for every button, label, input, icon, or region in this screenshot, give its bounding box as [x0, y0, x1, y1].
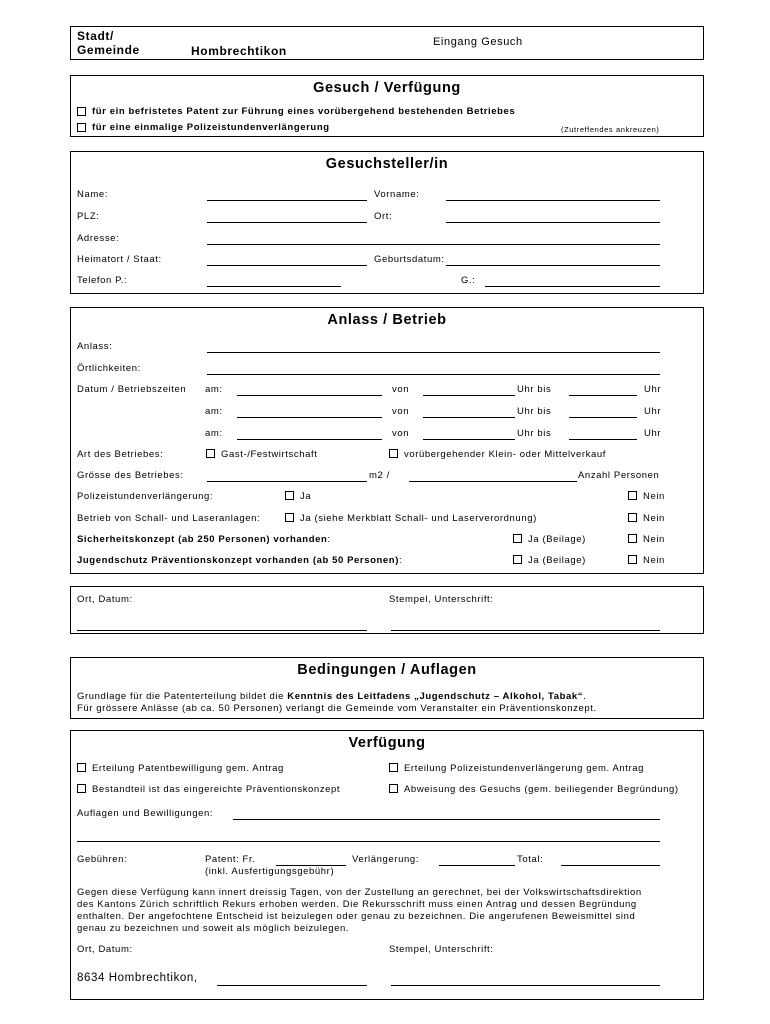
option-polizeistunde-label: für eine einmalige Polizeistundenverlängerung: [92, 122, 330, 133]
gemeinde-name: Hombrechtikon: [191, 44, 287, 58]
uhr-label-3: Uhr: [644, 428, 662, 439]
signature-box: [70, 586, 704, 634]
polizei-ja-checkbox[interactable]: [285, 491, 294, 500]
anlass-field[interactable]: [207, 352, 660, 353]
g-label: G.:: [461, 275, 476, 286]
name-field[interactable]: [207, 200, 367, 201]
ort-datum-label: Ort, Datum:: [77, 594, 133, 605]
gesuchsteller-box: [70, 151, 704, 294]
hint-text: (Zutreffendes ankreuzen): [561, 125, 660, 134]
groesse-label: Grösse des Betriebes:: [77, 470, 184, 481]
uhr-bis-label-3: Uhr bis: [517, 428, 552, 439]
verlaengerung-field[interactable]: [439, 865, 515, 866]
plz-label: PLZ:: [77, 211, 100, 222]
uhr-bis-label-2: Uhr bis: [517, 406, 552, 417]
jugendschutz-text: Jugendschutz Präventionskonzept vorhanden (ab 50 Personen): [77, 555, 399, 566]
uhr-label-2: Uhr: [644, 406, 662, 417]
bis-field-3[interactable]: [569, 439, 637, 440]
sicherheit-ja-checkbox[interactable]: [513, 534, 522, 543]
patent-label: Patent: Fr.: [205, 854, 256, 865]
g-field[interactable]: [485, 286, 660, 287]
name-label: Name:: [77, 189, 108, 200]
adresse-label: Adresse:: [77, 233, 120, 244]
verf-opt3-label: Bestandteil ist das eingereichte Präventionskonzept: [92, 784, 341, 795]
verf-ort-datum-label: Ort, Datum:: [77, 944, 133, 955]
sicherheit-ja-label: Ja (Beilage): [528, 534, 586, 545]
adresse-field[interactable]: [207, 244, 660, 245]
verf-opt1-checkbox[interactable]: [77, 763, 86, 772]
inkl-label: (inkl. Ausfertigungsgebühr): [205, 866, 335, 877]
jugendschutz-label: [77, 555, 402, 566]
verfuegung-title: Verfügung: [348, 735, 426, 751]
sicherheit-text: Sicherheitskonzept (ab 250 Personen) vorhanden: [77, 534, 328, 545]
bis-field-2[interactable]: [569, 417, 637, 418]
schall-ja-checkbox[interactable]: [285, 513, 294, 522]
verf-opt3-checkbox[interactable]: [77, 784, 86, 793]
klein-checkbox[interactable]: [389, 449, 398, 458]
jugendschutz-nein-checkbox[interactable]: [628, 555, 637, 564]
polizei-ja-label: Ja: [300, 491, 312, 502]
total-label: Total:: [517, 854, 544, 865]
rekurs-line-2: des Kantons Zürich schriftlich Rekurs erhoben werden. Die Rekursschrift muss einen Antrag und dessen Begründung: [77, 899, 637, 910]
schall-label: Betrieb von Schall- und Laseranlagen:: [77, 513, 261, 524]
m2-label: m2 /: [369, 470, 390, 481]
bis-field-1[interactable]: [569, 395, 637, 396]
jugendschutz-nein-label: Nein: [643, 555, 665, 566]
stempel-field[interactable]: [391, 630, 660, 631]
von-field-3[interactable]: [423, 439, 515, 440]
verf-opt4-label: Abweisung des Gesuchs (gem. beiliegender Begründung): [404, 784, 679, 795]
datum-field-1[interactable]: [237, 395, 382, 396]
anlass-title: Anlass / Betrieb: [327, 312, 447, 328]
sicherheit-nein-checkbox[interactable]: [628, 534, 637, 543]
datum-label: Datum / Betriebszeiten: [77, 384, 187, 395]
oertlichkeiten-label: Örtlichkeiten:: [77, 363, 141, 374]
sicherheit-colon: :: [327, 534, 331, 545]
uhr-bis-label-1: Uhr bis: [517, 384, 552, 395]
uhr-label-1: Uhr: [644, 384, 662, 395]
datum-field-3[interactable]: [237, 439, 382, 440]
telefon-field[interactable]: [207, 286, 341, 287]
gast-label: Gast-/Festwirtschaft: [221, 449, 318, 460]
option-patent-checkbox[interactable]: [77, 107, 86, 116]
am-label-2: am:: [205, 406, 223, 417]
gebuehren-label: Gebühren:: [77, 854, 128, 865]
von-label-3: von: [392, 428, 410, 439]
schall-nein-checkbox[interactable]: [628, 513, 637, 522]
header-box: [70, 26, 704, 60]
verf-stempel-field[interactable]: [391, 985, 660, 986]
von-label-1: von: [392, 384, 410, 395]
telefon-label: Telefon P.:: [77, 275, 128, 286]
datum-field-2[interactable]: [237, 417, 382, 418]
verf-opt2-checkbox[interactable]: [389, 763, 398, 772]
rekurs-line-3: enthalten. Der angefochtene Entscheid ist beizulegen oder genau zu bezeichnen. Die angerufenen Beweismittel sind: [77, 911, 636, 922]
vorname-field[interactable]: [446, 200, 660, 201]
geburtsdatum-label: Geburtsdatum:: [374, 254, 445, 265]
verf-opt1-label: Erteilung Patentbewilligung gem. Antrag: [92, 763, 284, 774]
verf-ort-datum-field[interactable]: [217, 985, 367, 986]
gesuchsteller-title: Gesuchsteller/in: [325, 156, 449, 172]
art-label: Art des Betriebes:: [77, 449, 164, 460]
bedingungen-text-1: [77, 691, 586, 702]
polizei-nein-checkbox[interactable]: [628, 491, 637, 500]
plz-field[interactable]: [207, 222, 367, 223]
total-field[interactable]: [561, 865, 660, 866]
stadt-label: Stadt/: [77, 29, 114, 43]
bedingungen-text-2: Für grössere Anlässe (ab ca. 50 Personen) verlangt die Gemeinde vom Veranstalter ein Präventionskonzept.: [77, 703, 597, 714]
bedingungen-box: [70, 657, 704, 719]
gesuch-title: Gesuch / Verfügung: [313, 80, 461, 96]
auflagen-field-1[interactable]: [233, 819, 660, 820]
verfuegung-box: [70, 730, 704, 1000]
verf-opt2-label: Erteilung Polizeistundenverlängerung gem. Antrag: [404, 763, 645, 774]
schall-nein-label: Nein: [643, 513, 665, 524]
gast-checkbox[interactable]: [206, 449, 215, 458]
bedingungen-text-1b: Kenntnis des Leitfadens „Jugendschutz – Alkohol, Tabak“: [287, 691, 584, 702]
polizei-nein-label: Nein: [643, 491, 665, 502]
sicherheit-label: [77, 534, 331, 545]
geburtsdatum-field[interactable]: [446, 265, 660, 266]
verf-opt4-checkbox[interactable]: [389, 784, 398, 793]
am-label-3: am:: [205, 428, 223, 439]
bedingungen-text-1c: .: [583, 691, 587, 702]
groesse-m2-field[interactable]: [207, 481, 367, 482]
jugendschutz-ja-label: Ja (Beilage): [528, 555, 586, 566]
oertlichkeiten-field[interactable]: [207, 374, 660, 375]
rekurs-line-4: genau zu bezeichnen und soweit als möglich beizulegen.: [77, 923, 350, 934]
gesuch-box: [70, 75, 704, 137]
bedingungen-title: Bedingungen / Auflagen: [297, 662, 477, 678]
eingang-gesuch: Eingang Gesuch: [433, 36, 523, 48]
von-label-2: von: [392, 406, 410, 417]
ort-datum-field[interactable]: [77, 630, 367, 631]
anzahl-label: Anzahl Personen: [578, 470, 660, 481]
jugendschutz-colon: :: [398, 555, 403, 566]
bedingungen-text-1a: Grundlage für die Patenterteilung bildet die: [77, 691, 288, 702]
stempel-label: Stempel, Unterschrift:: [389, 594, 494, 605]
anlass-box: [70, 307, 704, 574]
schall-ja-label: Ja (siehe Merkblatt Schall- und Laserverordnung): [300, 513, 537, 524]
personen-field[interactable]: [409, 481, 577, 482]
sicherheit-nein-label: Nein: [643, 534, 665, 545]
option-polizeistunde-checkbox[interactable]: [77, 123, 86, 132]
von-field-1[interactable]: [423, 395, 515, 396]
verf-ort: 8634 Hombrechtikon,: [77, 972, 198, 984]
heimatort-label: Heimatort / Staat:: [77, 254, 162, 265]
polizei-label: Polizeistundenverlängerung:: [77, 491, 214, 502]
auflagen-label: Auflagen und Bewilligungen:: [77, 808, 214, 819]
jugendschutz-ja-checkbox[interactable]: [513, 555, 522, 564]
ort-label: Ort:: [374, 211, 393, 222]
verf-stempel-label: Stempel, Unterschrift:: [389, 944, 494, 955]
heimatort-field[interactable]: [207, 265, 367, 266]
klein-label: vorübergehender Klein- oder Mittelverkauf: [404, 449, 607, 460]
auflagen-field-2[interactable]: [77, 841, 660, 842]
verlaengerung-label: Verlängerung:: [352, 854, 419, 865]
von-field-2[interactable]: [423, 417, 515, 418]
option-patent-label: für ein befristetes Patent zur Führung eines vorübergehend bestehenden Betriebes: [92, 106, 516, 117]
am-label-1: am:: [205, 384, 223, 395]
rekurs-line-1: Gegen diese Verfügung kann innert dreissig Tagen, von der Zustellung an gerechnet, bei der Volkswirtschaftsdirektion: [77, 887, 642, 898]
vorname-label: Vorname:: [374, 189, 420, 200]
ort-field[interactable]: [446, 222, 660, 223]
anlass-label: Anlass:: [77, 341, 113, 352]
gemeinde-label: Gemeinde: [77, 43, 140, 57]
